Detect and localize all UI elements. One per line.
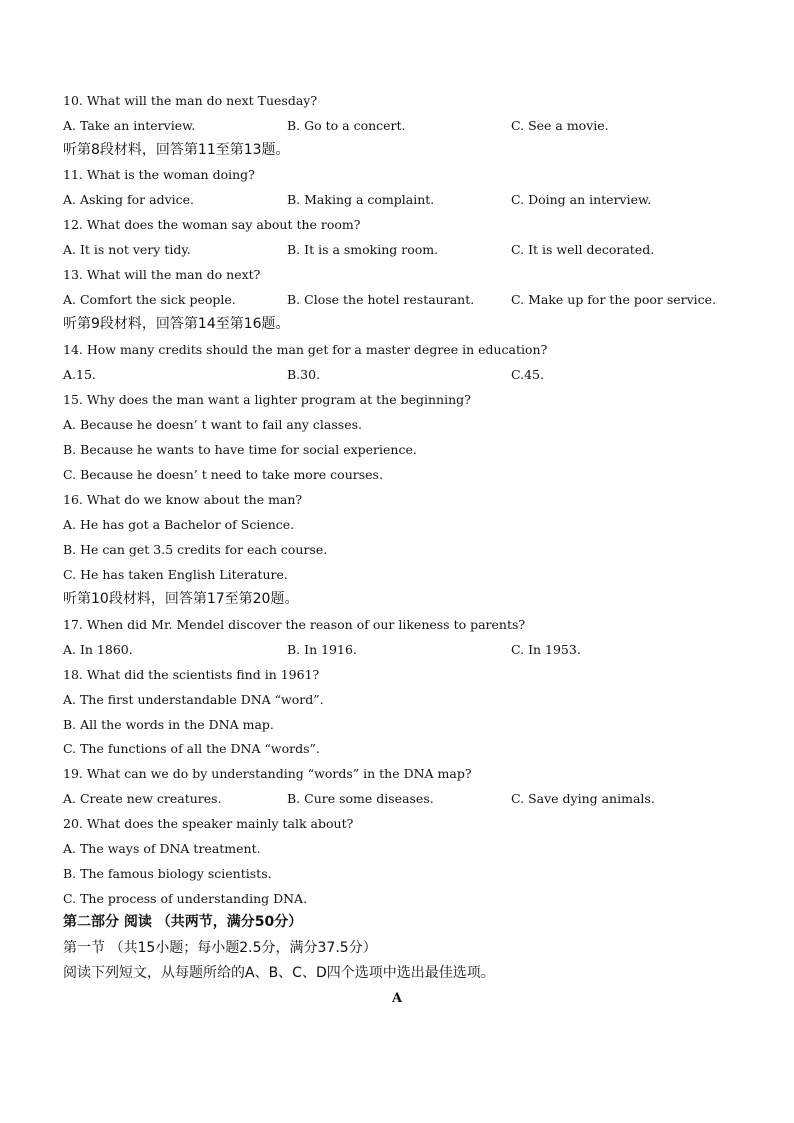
question-10: 10. What will the man do next Tuesday?: [63, 93, 318, 108]
option-16-b: B. He can get 3.5 credits for each course.: [63, 542, 328, 557]
option-19-a: A. Create new creatures.: [63, 791, 222, 806]
option-13-b: B. Close the hotel restaurant.: [287, 292, 475, 307]
option-15-c: C. Because he doesn’ t need to take more courses.: [63, 467, 383, 482]
question-13: 13. What will the man do next?: [63, 267, 261, 282]
reading-instruction: 阅读下列短文，从每题所给的A、B、C、D四个选项中选出最佳选项。: [63, 965, 495, 981]
option-12-a: A. It is not very tidy.: [63, 242, 191, 257]
option-17-b: B. In 1916.: [287, 642, 357, 657]
option-18-c: C. The functions of all the DNA “words”.: [63, 741, 320, 756]
option-20-c: C. The process of understanding DNA.: [63, 891, 308, 906]
option-19-c: C. Save dying animals.: [511, 791, 655, 806]
question-16: 16. What do we know about the man?: [63, 492, 303, 507]
question-11: 11. What is the woman doing?: [63, 167, 255, 182]
question-12: 12. What does the woman say about the room?: [63, 217, 361, 232]
option-17-a: A. In 1860.: [63, 642, 133, 657]
option-18-a: A. The first understandable DNA “word”.: [63, 692, 324, 707]
option-12-b: B. It is a smoking room.: [287, 242, 439, 257]
option-11-a: A. Asking for advice.: [63, 192, 194, 207]
question-15: 15. Why does the man want a lighter program at the beginning?: [63, 392, 471, 407]
option-19-b: B. Cure some diseases.: [287, 791, 434, 806]
question-19: 19. What can we do by understanding “words” in the DNA map?: [63, 766, 472, 781]
section-8-heading: 听第8段材料，回答第11至第13题。: [63, 142, 290, 158]
option-14-b: B.30.: [287, 367, 321, 382]
option-13-c: C. Make up for the poor service.: [511, 292, 717, 307]
option-13-a: A. Comfort the sick people.: [63, 292, 236, 307]
option-20-a: A. The ways of DNA treatment.: [63, 841, 261, 856]
option-14-c: C.45.: [511, 367, 544, 382]
question-18: 18. What did the scientists find in 1961?: [63, 667, 320, 682]
section-1-heading: 第一节 （共15小题；每小题2.5分，满分37.5分）: [63, 940, 377, 956]
option-15-a: A. Because he doesn’ t want to fail any classes.: [63, 417, 362, 432]
option-20-b: B. The famous biology scientists.: [63, 866, 272, 881]
option-10-b: B. Go to a concert.: [287, 118, 406, 133]
question-14: 14. How many credits should the man get for a master degree in education?: [63, 342, 548, 357]
passage-label: A: [391, 991, 403, 1006]
option-10-a: A. Take an interview.: [63, 118, 196, 133]
option-16-a: A. He has got a Bachelor of Science.: [63, 517, 295, 532]
option-12-c: C. It is well decorated.: [511, 242, 655, 257]
option-18-b: B. All the words in the DNA map.: [63, 717, 274, 732]
option-10-c: C. See a movie.: [511, 118, 609, 133]
question-17: 17. When did Mr. Mendel discover the reason of our likeness to parents?: [63, 617, 526, 632]
question-20: 20. What does the speaker mainly talk about?: [63, 816, 354, 831]
option-17-c: C. In 1953.: [511, 642, 581, 657]
option-15-b: B. Because he wants to have time for social experience.: [63, 442, 417, 457]
option-11-b: B. Making a complaint.: [287, 192, 435, 207]
part-2-title: 第二部分 阅读 （共两节，满分50分）: [63, 914, 303, 930]
section-10-heading: 听第10段材料，回答第17至第20题。: [63, 591, 299, 607]
option-11-c: C. Doing an interview.: [511, 192, 652, 207]
option-16-c: C. He has taken English Literature.: [63, 567, 288, 582]
option-14-a: A.15.: [63, 367, 96, 382]
section-9-heading: 听第9段材料，回答第14至第16题。: [63, 316, 290, 332]
